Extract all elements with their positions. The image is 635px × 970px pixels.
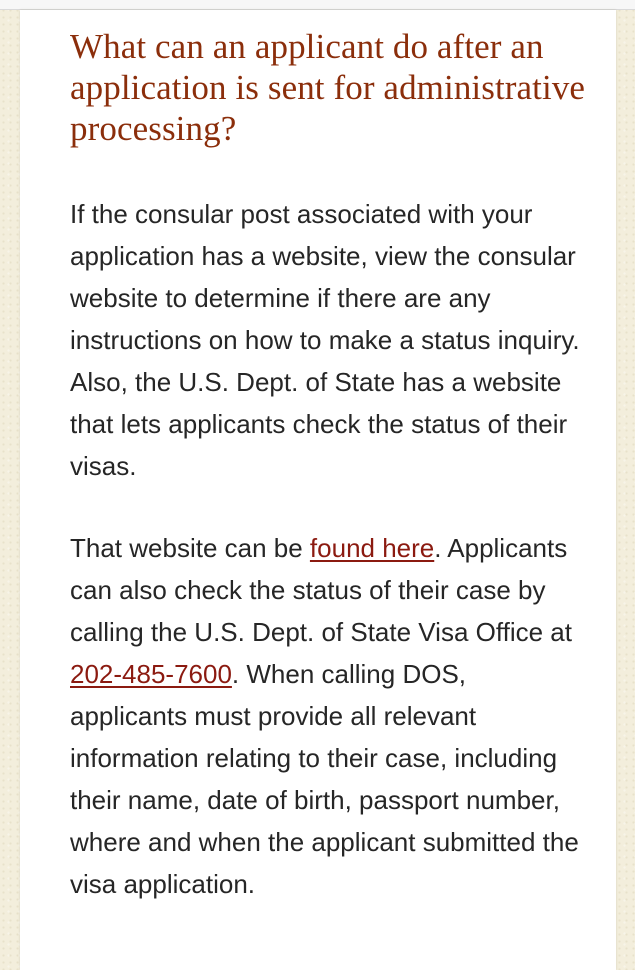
- article-heading: What can an applicant do after an application is sent for administrative processing?: [70, 27, 586, 148]
- found-here-link[interactable]: found here: [309, 533, 435, 563]
- phone-number-link[interactable]: 202-485-7600: [70, 659, 232, 689]
- paragraph-contact-dos: [70, 527, 586, 905]
- paragraph-text-segment: . When calling DOS, applicants must provide all relevant information relating to their case, including their name, date of birth, passport number, where and when the applicant submitted the visa application.: [70, 659, 579, 899]
- article-content: [20, 10, 616, 905]
- paragraph-status-inquiry: If the consular post associated with your application has a website, view the consular website to determine if there are any instructions on how to make a status inquiry. Also, the U.S. Dept. of State has a website that lets applicants check the status of their visas.: [70, 199, 580, 481]
- paragraph-text-segment: . Applicants can also check the status of their case by calling the U.S. Dept. of State Visa Office at: [70, 533, 572, 647]
- browser-top-strip: [0, 0, 635, 10]
- article-panel: [20, 10, 616, 970]
- paragraph-text-segment: That website can be: [70, 533, 310, 563]
